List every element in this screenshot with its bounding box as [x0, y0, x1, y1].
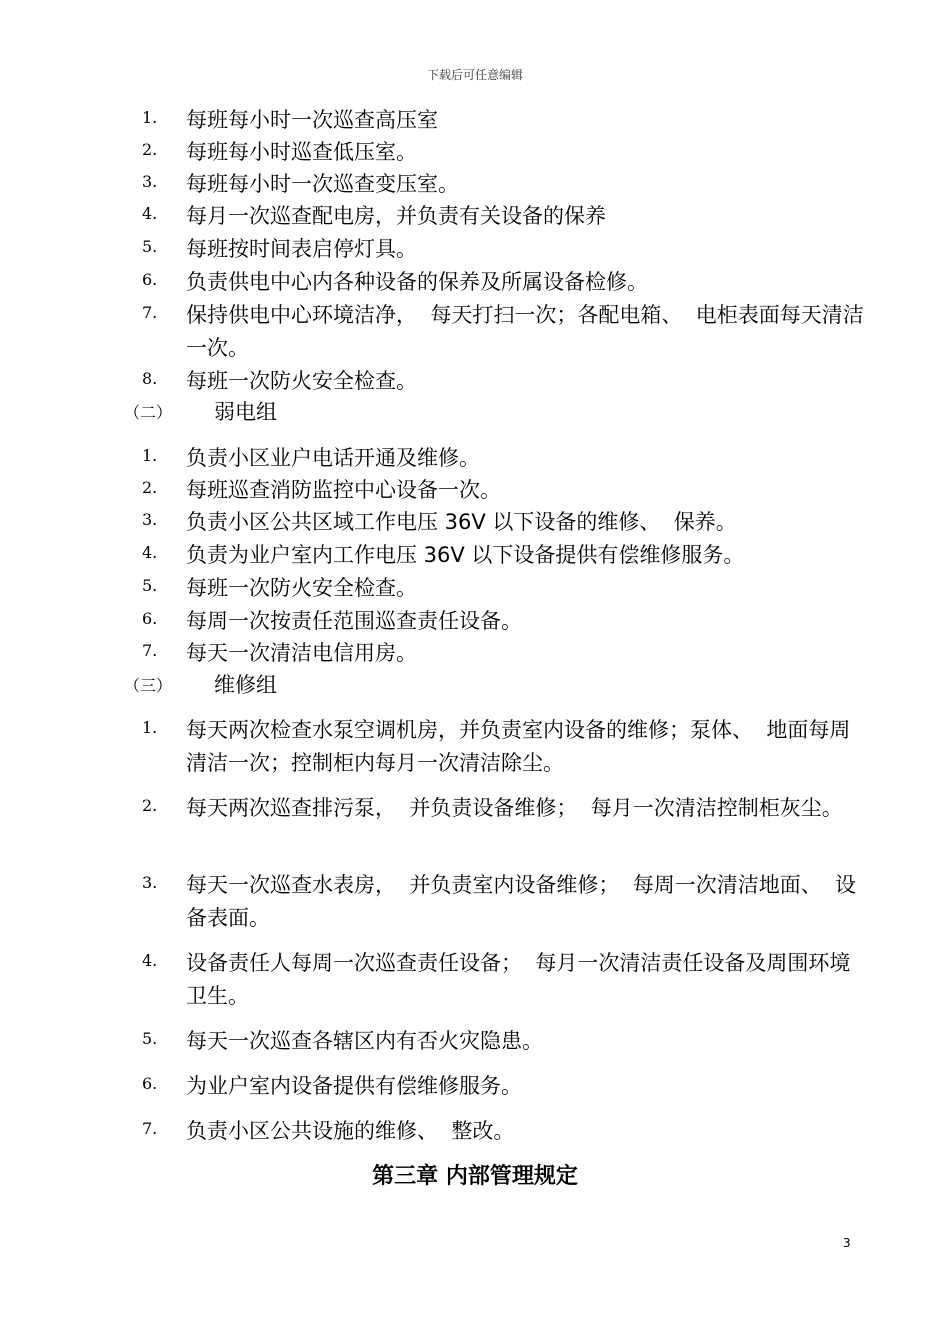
item-number: 5. [142, 576, 158, 595]
item-number: 3. [142, 510, 158, 529]
item-number: 6. [142, 1074, 158, 1093]
item-number: 7. [142, 641, 158, 660]
item-text: 每周一次按责任范围巡查责任设备。 [186, 609, 522, 633]
item-text: 每天一次巡查各辖区内有否火灾隐患。 [186, 1029, 543, 1053]
item-text: 每班一次防火安全检查。 [186, 576, 417, 600]
section-number: （二） [124, 403, 173, 422]
item-text: 负责小区公共区域工作电压 36V 以下设备的维修、 保养。 [186, 510, 737, 534]
item-text: 保持供电中心环境洁净， 每天打扫一次；各配电箱、 电柜表面每天清洁一次。 [186, 303, 864, 360]
item-text: 每班每小时一次巡查变压室。 [186, 172, 459, 196]
item-number: 6. [142, 609, 158, 628]
item-text: 负责供电中心内各种设备的保养及所属设备检修。 [186, 270, 648, 294]
item-text: 每班巡查消防监控中心设备一次。 [186, 478, 501, 502]
item-number: 2. [142, 796, 158, 815]
item-text: 每天一次清洁电信用房。 [186, 641, 417, 665]
item-text: 每天一次巡查水表房， 并负责室内设备维修； 每周一次清洁地面、 设备表面。 [186, 873, 857, 930]
item-number: 1. [142, 108, 158, 127]
item-number: 2. [142, 478, 158, 497]
item-number: 3. [142, 873, 158, 892]
item-number: 7. [142, 1119, 158, 1138]
item-number: 2. [142, 140, 158, 159]
item-text: 设备责任人每周一次巡查责任设备； 每月一次清洁责任设备及周围环境卫生。 [186, 951, 851, 1008]
item-number: 6. [142, 270, 158, 289]
item-number: 1. [142, 718, 158, 737]
item-text: 每月一次巡查配电房，并负责有关设备的保养 [186, 204, 606, 228]
item-number: 4. [142, 543, 158, 562]
section-title: 维修组 [214, 673, 277, 697]
item-text: 负责小区业户电话开通及维修。 [186, 446, 480, 470]
page-header: 下载后可任意编辑 [426, 68, 523, 82]
item-number: 5. [142, 1029, 158, 1048]
item-number: 4. [142, 204, 158, 223]
item-text: 为业户室内设备提供有偿维修服务。 [186, 1074, 522, 1098]
item-text: 每天两次检查水泵空调机房，并负责室内设备的维修；泵体、 地面每周清洁一次；控制柜内每月一次清洁除尘。 [186, 718, 851, 775]
item-number: 3. [142, 172, 158, 191]
item-text: 每天两次巡查排污泵， 并负责设备维修； 每月一次清洁控制柜灰尘。 [186, 796, 843, 820]
item-number: 4. [142, 951, 158, 970]
chapter-title: 第三章 内部管理规定 [372, 1164, 578, 1189]
item-text: 负责为业户室内工作电压 36V 以下设备提供有偿维修服务。 [186, 543, 745, 567]
page-number: 3 [843, 1236, 851, 1250]
item-text: 负责小区公共设施的维修、 整改。 [186, 1119, 515, 1143]
item-number: 1. [142, 446, 158, 465]
item-text: 每班每小时一次巡查高压室 [186, 108, 438, 132]
item-text: 每班按时间表启停灯具。 [186, 237, 417, 261]
item-number: 8. [142, 369, 158, 388]
item-number: 5. [142, 237, 158, 256]
item-text: 每班每小时巡查低压室。 [186, 140, 417, 164]
section-title: 弱电组 [214, 400, 277, 424]
item-text: 每班一次防火安全检查。 [186, 369, 417, 393]
item-number: 7. [142, 303, 158, 322]
section-number: （三） [124, 676, 173, 695]
